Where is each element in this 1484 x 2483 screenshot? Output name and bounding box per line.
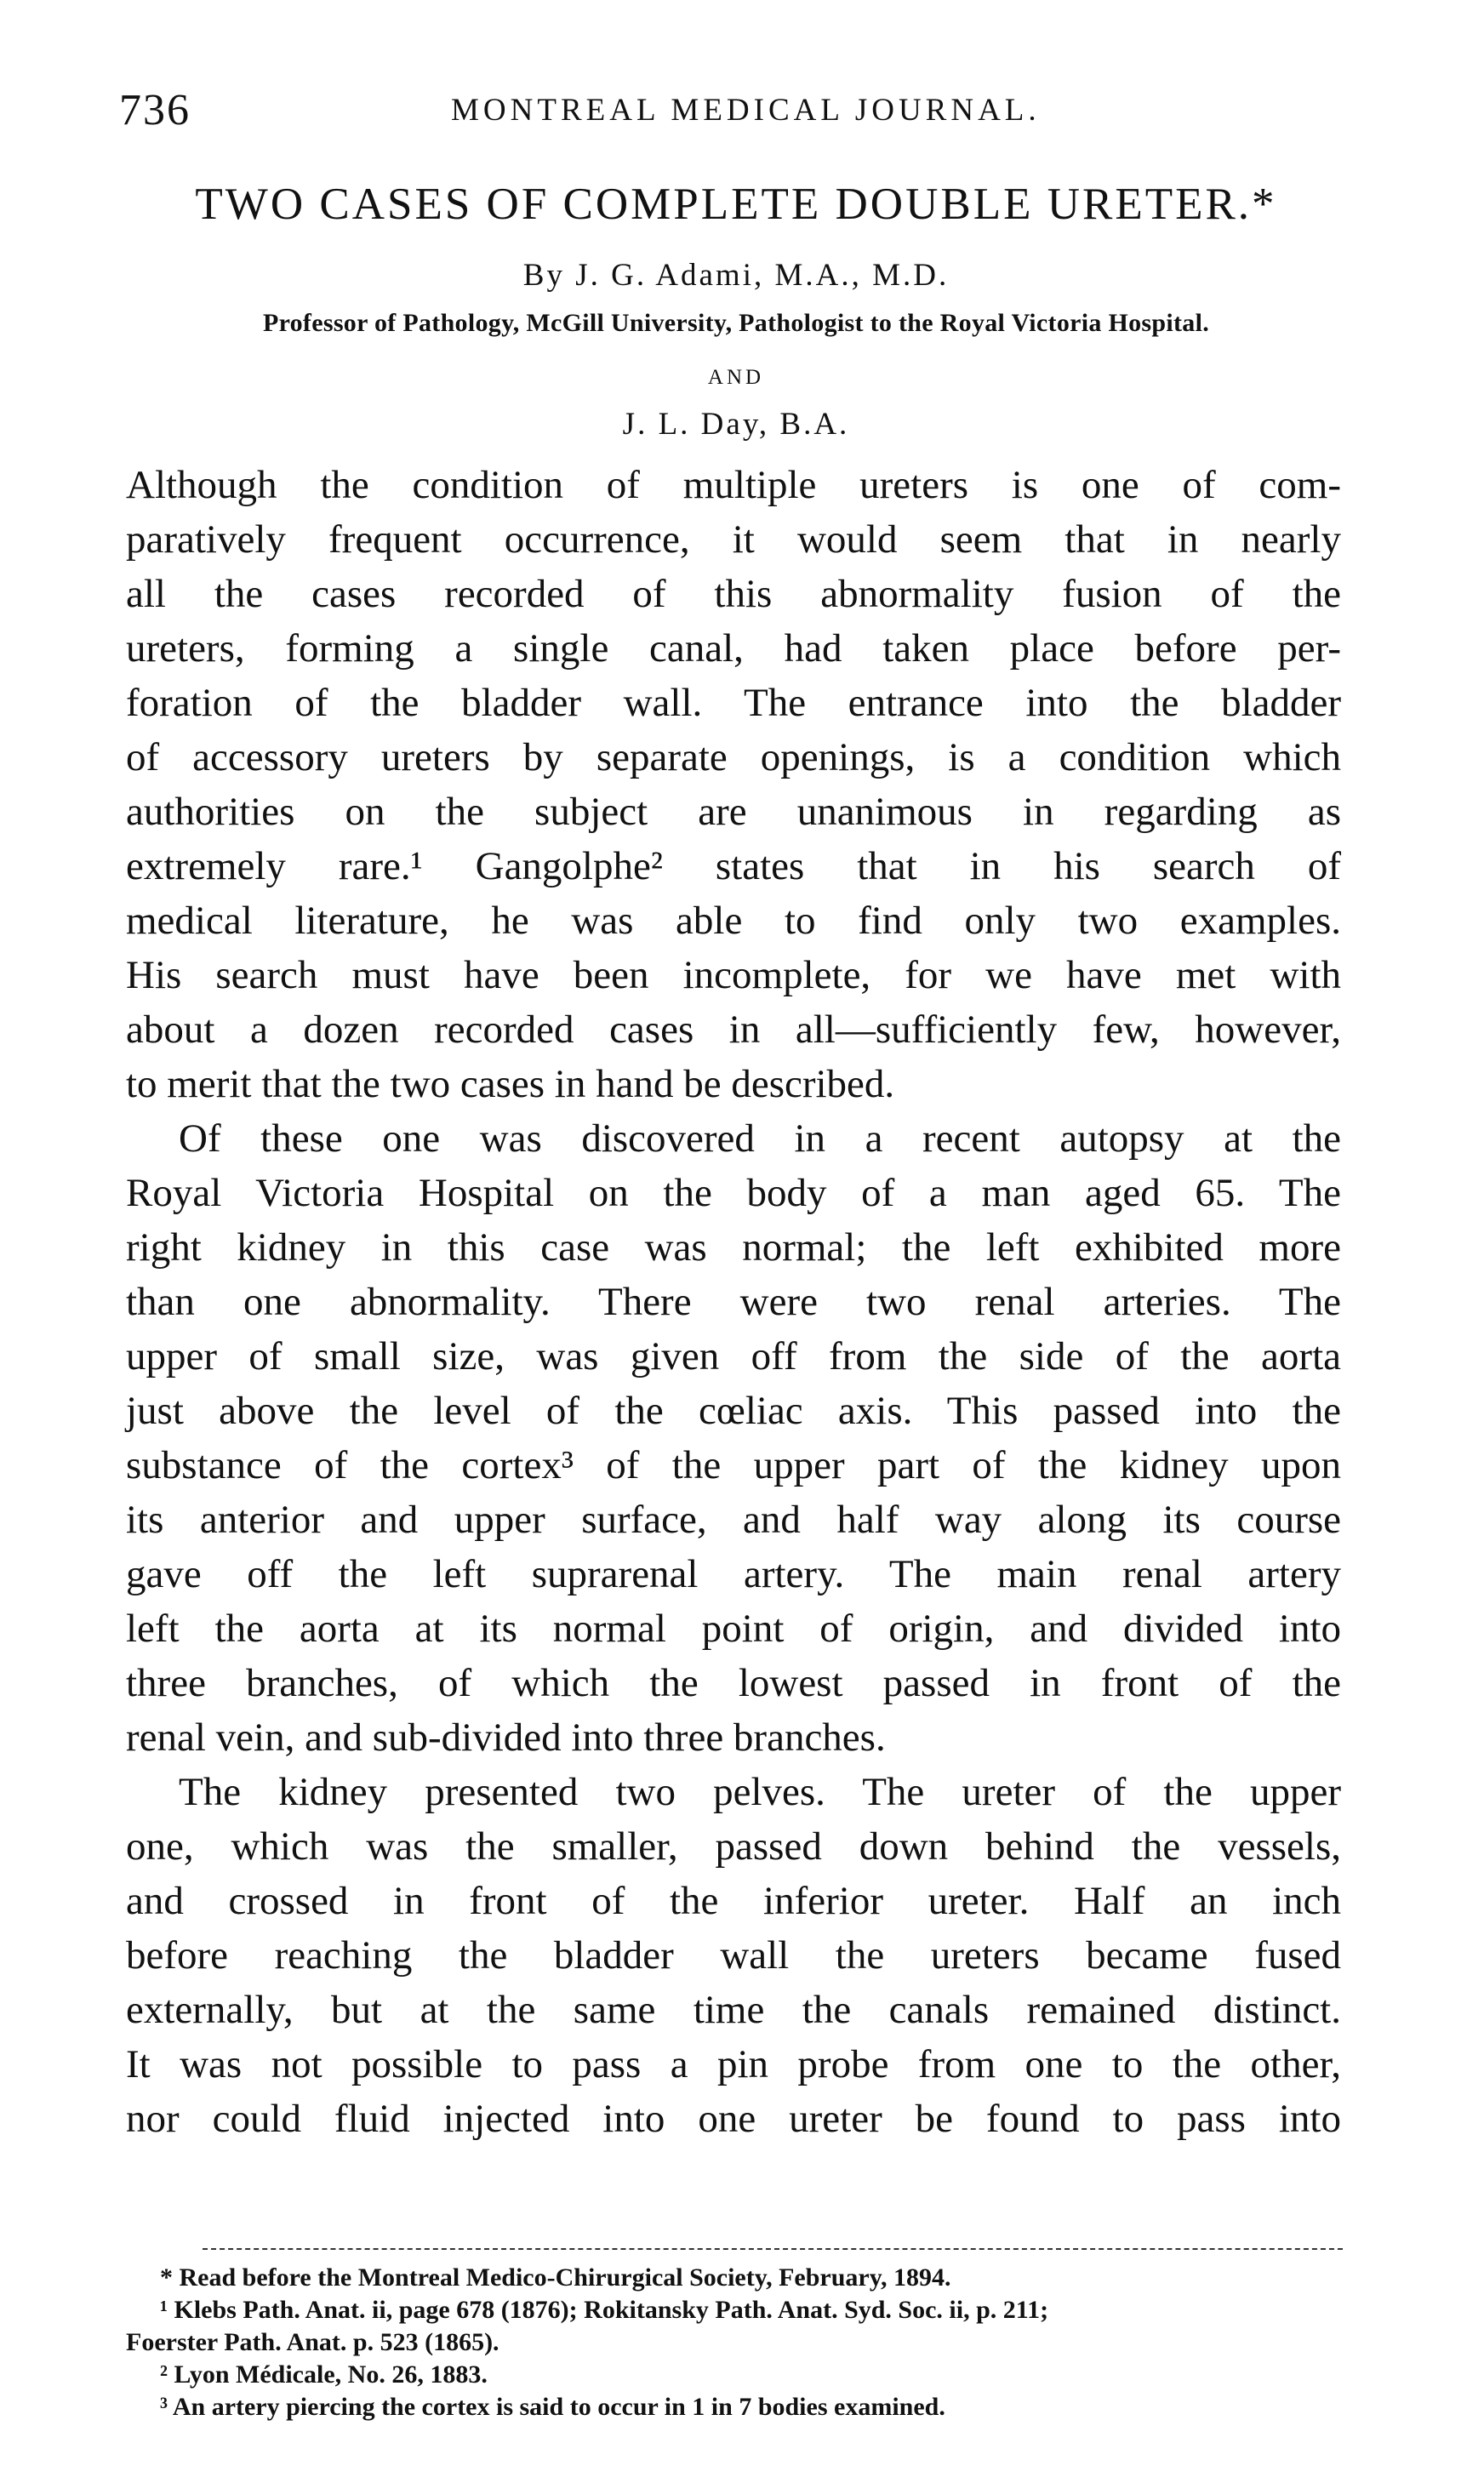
page-number: 736 — [119, 86, 191, 134]
body-line: right kidney in this case was normal; the left exhibited more — [126, 1225, 1341, 1270]
body-line: of accessory ureters by separate openings, is a condition which — [126, 735, 1341, 779]
body-line: all the cases recorded of this abnormality fusion of the — [126, 572, 1341, 616]
body-line: just above the level of the cœliac axis. This passed into the — [126, 1389, 1341, 1433]
body-line: Although the condition of multiple ureters is one of com- — [126, 463, 1341, 507]
body-line: upper of small size, was given off from the side of the aorta — [126, 1334, 1341, 1378]
body-line: extremely rare.¹ Gangolphe² states that in his search of — [126, 844, 1341, 888]
footnotes — [126, 2262, 1341, 2423]
footnote: Foerster Path. Anat. p. 523 (1865). — [126, 2328, 499, 2356]
body-line: left the aorta at its normal point of origin, and divided into — [126, 1607, 1341, 1651]
body-line: foration of the bladder wall. The entrance into the bladder — [126, 681, 1341, 725]
body-line: Of these one was discovered in a recent autopsy at the — [179, 1116, 1341, 1161]
author-byline: By J. G. Adami, M.A., M.D. — [522, 258, 950, 293]
body-line: His search must have been incomplete, for we have met with — [126, 953, 1341, 997]
author-affiliation: Professor of Pathology, McGill University, Pathologist to the Royal Victoria Hospital. — [262, 309, 1210, 337]
body-line: externally, but at the same time the canals remained distinct. — [126, 1988, 1341, 2032]
article-body — [126, 458, 1341, 2146]
journal-title: MONTREAL MEDICAL JOURNAL. — [451, 93, 1041, 128]
body-line: The kidney presented two pelves. The ureter of the upper — [179, 1770, 1341, 1814]
body-line: It was not possible to pass a pin probe from one to the other, — [126, 2042, 1341, 2086]
body-line: gave off the left suprarenal artery. The main renal artery — [126, 1552, 1341, 1596]
footnote: ¹ Klebs Path. Anat. ii, page 678 (1876); Rokitansky Path. Anat. Syd. Soc. ii, p. 211; — [160, 2296, 1049, 2324]
body-line: substance of the cortex³ of the upper part of the kidney upon — [126, 1443, 1341, 1487]
body-line: about a dozen recorded cases in all—sufficiently few, however, — [126, 1007, 1341, 1052]
footnote-divider — [203, 2248, 1343, 2250]
body-line: and crossed in front of the inferior ureter. Half an inch — [126, 1879, 1341, 1923]
second-author-byline: J. L. Day, B.A. — [622, 407, 850, 442]
body-line: authorities on the subject are unanimous in regarding as — [126, 790, 1341, 834]
body-line: its anterior and upper surface, and half way along its course — [126, 1498, 1341, 1542]
running-header — [119, 85, 1353, 145]
footnote: * Read before the Montreal Medico-Chirurgical Society, February, 1894. — [160, 2263, 951, 2292]
body-line: medical literature, he was able to find only two examples. — [126, 899, 1341, 943]
body-line: to merit that the two cases in hand be described. — [126, 1062, 895, 1106]
footnote: ³ An artery piercing the cortex is said to occur in 1 in 7 bodies examined. — [160, 2393, 945, 2421]
footnote: ² Lyon Médicale, No. 26, 1883. — [160, 2360, 488, 2389]
body-line: one, which was the smaller, passed down behind the vessels, — [126, 1824, 1341, 1869]
body-line: Royal Victoria Hospital on the body of a man aged 65. The — [126, 1171, 1341, 1215]
body-line: nor could fluid injected into one ureter be found to pass into — [126, 2097, 1341, 2141]
body-line: three branches, of which the lowest passed in front of the — [126, 1661, 1341, 1705]
body-line: before reaching the bladder wall the ureters became fused — [126, 1933, 1341, 1978]
body-line: renal vein, and sub-divided into three branches. — [126, 1715, 886, 1760]
author-conjunction: AND — [707, 366, 765, 389]
body-line: ureters, forming a single canal, had taken place before per- — [126, 626, 1341, 671]
article-title: TWO CASES OF COMPLETE DOUBLE URETER.* — [195, 180, 1277, 229]
body-line: paratively frequent occurrence, it would seem that in nearly — [126, 517, 1341, 562]
body-line: than one abnormality. There were two renal arteries. The — [126, 1280, 1341, 1324]
